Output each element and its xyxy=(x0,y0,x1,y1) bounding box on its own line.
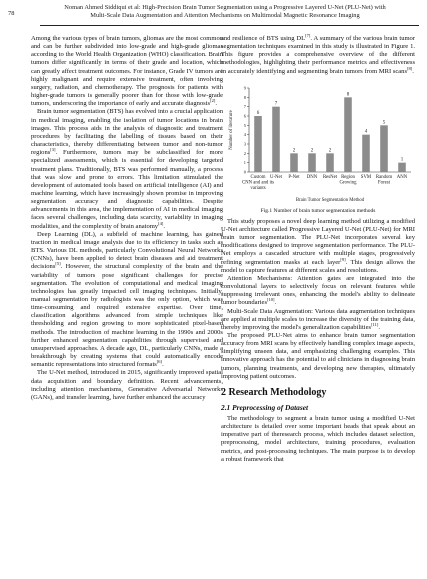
citation: [3] xyxy=(50,147,56,153)
bar xyxy=(254,116,262,172)
paragraph: Multi-Scale Data Augmentation: Various data augmentation techniques are applied at multiple scales to increase the diversity of the training data, thereby improving the model's generalization capabilities[11]. xyxy=(221,307,415,331)
paragraph xyxy=(221,332,415,381)
paragraph-text: Among the various types of brain tumors, gliomas are the most common and can be further subdivided into low-grade and high-grade gliomas according to the World Health Organization (WHO) classification. Brain tumors differ significantly in terms of their grade and location, which can greatly affect treatment outcomes. For instance, Grade IV tumors are highly malignant and require extensive treatment, often involving surgery, radiation, and chemotherapy. The prognosis for patients with higher-grade tumors is generally poorer than for those with low-grade tumors, underscoring the importance of early and accurate diagnosis xyxy=(31,35,223,108)
paragraph-text: . Furthermore, tumors may be subclassified for more specialized assessments, which is essential for developing targeted treatment plans. Traditionally, BTS was performed manually, a process that was slow and prone to errors. This limitation stimulated the development of automated tools based on artificial intelligence (AI) and machine learning, which have increasingly shown promise in improving segmentation accuracy and diagnostic capabilities. Despite advancements in this area, the implementation of AI in medical imaging faces several challenges, including data scarcity, variability in imaging modalities, and the complexity of brain anatomy xyxy=(31,149,223,230)
paragraph-text: Brain tumor segmentation (BTS) has evolved into a crucial application in medical imaging, enabling the isolation of tumor locations in brain images. This process aids in the analysis of diagnostic and treatment procedures by facilitating the labelling of tissues based on their characteristics, thereby differentiating between tumor and non-tumor regions xyxy=(31,108,223,157)
paragraph: Deep Learning (DL), a subfield of machine learning, has gained traction in medical image analysis due to its efficiency in tasks such as BTS. Various DL methods, particularly Convolutional Neural Networks (CNNs), have been applied to detect brain diseases and aid treatment decisions[5]. However, the structural complexity of the brain and the variability of tumors pose significant challenges for precise segmentation. The evolution of computational and medical imaging technologies has greatly impacted cell imaging techniques. Initially, manual segmentation by radiologists was the only option, which was time-consuming and required extensive expertise. Over time, classification algorithms advanced from simple techniques like thresholding and region growing to more sophisticated pixel-based methods. The introduction of machine learning in the 1990s and 2000s further enhanced segmentation capabilities through supervised and unsupervised approaches. A decade ago, DL, particularly CNNs, made a breakthrough by creating systems that could automatically encode semantic representations into structured formats[6]. xyxy=(31,230,223,369)
x-tick-label: CNN and and its xyxy=(241,180,275,186)
x-tick-label: Growing xyxy=(339,180,357,186)
figure-caption: Fig.1 Number of brain tumor segmentation methods xyxy=(260,207,376,214)
bar xyxy=(380,125,388,172)
x-tick-label: U-Net xyxy=(270,174,282,180)
bar-value-label: 7 xyxy=(274,101,278,107)
y-tick-label: 7 xyxy=(243,103,246,109)
paragraph-text: . However, the structural complexity of the brain and the variability of tumors pose significant challenges for precise segmentation. The evolution of computational and medical imaging technologies has greatly impacted cell imaging techniques. Initially, manual segmentation by radiologists was the only option, which was time-consuming and required extensive expertise. Over time, classification algorithms advanced from simple techniques like thresholding and region growing to more sophisticated pixel-based methods. The introduction of machine learning in the 1990s and 2000s further enhanced segmentation capabilities through supervised and unsupervised approaches. A decade ago, DL, particularly CNNs, made a breakthrough by creating systems that could automatically encode semantic representations into structured formats xyxy=(31,263,223,369)
x-tick-label: Forest xyxy=(378,180,390,186)
right-column xyxy=(221,35,415,464)
paragraph-text: Attention Mechanisms: Attention gates are integrated into the convolutional layers to selectively focus on relevant features while suppressing irrelevant ones, enhancing the model's ability to delineate tumor boundaries xyxy=(221,274,415,307)
header-line-1: Noman Ahmed Siddiqui et al: High-Precision Brain Tumor Segmentation using a Progressive Layered U-Net (PLU-Net) with xyxy=(64,4,386,11)
paragraph-text: The proposed PLU-Net aims to enhance brain tumor segmentation accuracy from MRI scans by effectively handling complex image aspects, simplifying unseen data, and emphasizing challenging examples. This innovative approach has the potential to aid clinicians in diagnosing brain tumors, planning treatments, and developing new therapies, ultimately improving patient outcomes. xyxy=(221,331,415,380)
x-tick-label: variants xyxy=(250,185,266,191)
paragraph xyxy=(221,218,415,275)
header-rule xyxy=(40,25,419,26)
y-tick-label: 2 xyxy=(243,150,246,156)
y-tick-label: 8 xyxy=(243,94,246,100)
bar xyxy=(290,153,298,172)
x-tick-label: Region xyxy=(341,174,355,180)
citation: [8] xyxy=(407,65,413,71)
paragraph: Brain tumor segmentation (BTS) has evolved into a crucial application in medical imaging, enabling the isolation of tumor locations in brain images. This process aids in the analysis of diagnostic and treatment procedures by facilitating the labelling of tissues based on their characteristics, thereby differentiating between tumor and non-tumor regions[3]. Furthermore, tumors may be subclassified for more specialized assessments, which is essential for developing targeted treatment plans. Traditionally, BTS was performed manually, a process that was slow and prone to errors. This limitation stimulated the development of automated tools based on artificial intelligence (AI) and machine learning, which have increasingly shown promise in improving segmentation accuracy and diagnostic capabilities. Despite advancements in this area, the implementation of AI in medical imaging faces several challenges, including data scarcity, variability in imaging modalities, and the complexity of brain anatomy[4]. xyxy=(31,108,223,230)
bar-value-label: 1 xyxy=(400,157,404,163)
citation: [7] xyxy=(305,33,311,38)
y-tick-label: 9 xyxy=(243,85,246,91)
y-tick-label: 5 xyxy=(243,122,246,128)
page-number: 78 xyxy=(8,10,15,17)
paragraph: Among the various types of brain tumors, gliomas are the most common and can be further subdivided into low-grade and high-grade gliomas according to the World Health Organization (WHO) classification. Brain tumors differ significantly in terms of their grade and location, which can greatly affect treatment outcomes. For instance, Grade IV tumors are highly malignant and require extensive treatment, often involving surgery, radiation, and chemotherapy. The prognosis for patients with higher-grade tumors is generally poorer than for those with low-grade tumors, underscoring the importance of early and accurate diagnosis[2]. xyxy=(31,35,223,108)
paragraph-text: . A summary of the various brain tumor segmentation techniques examined in this study is illustrated in Figure 1. This figure provides a comprehensive overview of the different methodologies, highlighting their performance metrics and effectiveness in accurately identifying and segmenting brain tumors from MRI scans xyxy=(221,35,416,75)
bar xyxy=(326,153,334,172)
y-tick-label: 0 xyxy=(243,169,246,175)
paragraph xyxy=(221,415,415,464)
left-column xyxy=(31,35,223,402)
citation: [6] xyxy=(156,359,163,365)
citation: [2] xyxy=(210,98,216,104)
paragraph-text: The U-Net method, introduced in 2015, significantly improved spatial data acquisition and boundary definition. Recent advancements, including attention mechanisms, Generative Adversarial Networks (GANs), and transfer learning, have further enhanced the accuracy xyxy=(31,369,223,401)
paragraph: and resilience of BTS using DL[7]. A summary of the various brain tumor segmentation techniques examined in this study is illustrated in Figure 1. This figure provides a comprehensive overview of the different methodologies, highlighting their performance metrics and effectiveness in accurately identifying and segmenting brain tumors from MRI scans[8]. xyxy=(221,33,416,75)
bar-value-label: 8 xyxy=(346,92,350,98)
y-tick-label: 4 xyxy=(243,131,246,137)
paragraph-text: Deep Learning (DL), a subfield of machine learning, has gained traction in medical image analysis due to its efficiency in tasks such as BTS. Various DL methods, particularly Convolutional Neural Networks (CNNs), have been applied to detect brain diseases and aid treatment decisions xyxy=(31,230,223,271)
bar xyxy=(362,134,370,171)
x-axis-label: Brain Tumor Segmentation Method xyxy=(295,197,365,203)
paragraph xyxy=(31,369,223,402)
paragraph-text: . This design allows the model to capture features at different scales and resolutions. xyxy=(221,258,415,274)
bar-value-label: 2 xyxy=(292,148,296,154)
bar-value-label: 5 xyxy=(382,120,386,126)
paragraph-text: The methodology to segment a brain tumor using a modified U-Net architecture is detailed over some important heads that speak about an imperative part of theresearch process, which includes dataset selection, preprocessing, model architecture, training procedures, evaluation metrics, and post-processing techniques. The main purpose is to develop a robust framework that xyxy=(221,414,415,463)
x-tick-label: ANN xyxy=(396,174,408,180)
subsection-heading: 2.1 Preprocessing of Dataset xyxy=(221,402,309,412)
figure-1 xyxy=(221,82,415,214)
citation: [4] xyxy=(158,220,164,226)
header-line-2: Multi-Scale Data Augmentation and Attention Mechanisms on Multimodal Magnetic Resonance Imaging xyxy=(90,12,360,20)
bar-value-label: 2 xyxy=(328,148,332,154)
x-tick-label: ResNet xyxy=(322,174,338,180)
x-tick-label: SVM xyxy=(360,174,372,180)
x-tick-label: Random xyxy=(375,174,393,180)
bar xyxy=(344,97,352,172)
bar-value-label: 6 xyxy=(256,110,260,116)
paragraph-text: and resilience of BTS using DL xyxy=(221,35,306,42)
x-tick-label: DNN xyxy=(306,174,318,180)
running-header xyxy=(8,4,419,30)
bar-chart xyxy=(221,82,415,204)
y-tick-label: 3 xyxy=(243,141,246,147)
x-tick-label: P-Net xyxy=(288,174,300,180)
citation: [9] xyxy=(340,256,346,262)
y-tick-label: 6 xyxy=(243,113,246,119)
y-axis-label: Number of literature xyxy=(229,110,234,150)
bar xyxy=(308,153,316,172)
citation: [5] xyxy=(55,261,61,267)
bar-value-label: 4 xyxy=(364,129,368,135)
citation: [10] xyxy=(267,297,275,303)
x-tick-label: Custom xyxy=(250,174,266,180)
bar xyxy=(398,162,406,171)
y-tick-label: 1 xyxy=(243,159,246,165)
bar-value-label: 2 xyxy=(310,148,314,154)
paragraph-text: This study proposes a novel deep learning method utilizing a modified U-Net architecture called Progressive Layered U-Net (PLU-Net) for MRI brain tumor segmentation. The PLU-Net incorporates several key modifications designed to improve segmentation performance. The PLU-Net employs a cascaded structure with multiple stages, progressively refining segmentation masks at each layer xyxy=(221,217,415,266)
paragraph: Attention Mechanisms: Attention gates are integrated into the convolutional layers to selectively focus on relevant features while suppressing irrelevant ones, enhancing the model's ability to delineate tumor boundaries[10]. xyxy=(221,274,415,307)
bar xyxy=(272,106,280,171)
header-title xyxy=(40,4,410,20)
citation: [11] xyxy=(371,321,379,327)
section-heading: 2 Research Methodology xyxy=(221,386,327,398)
paragraph-text: Multi-Scale Data Augmentation: Various data augmentation techniques are applied at multiple scales to increase the diversity of the training data, thereby improving the model's generalization capabilities xyxy=(221,307,415,331)
